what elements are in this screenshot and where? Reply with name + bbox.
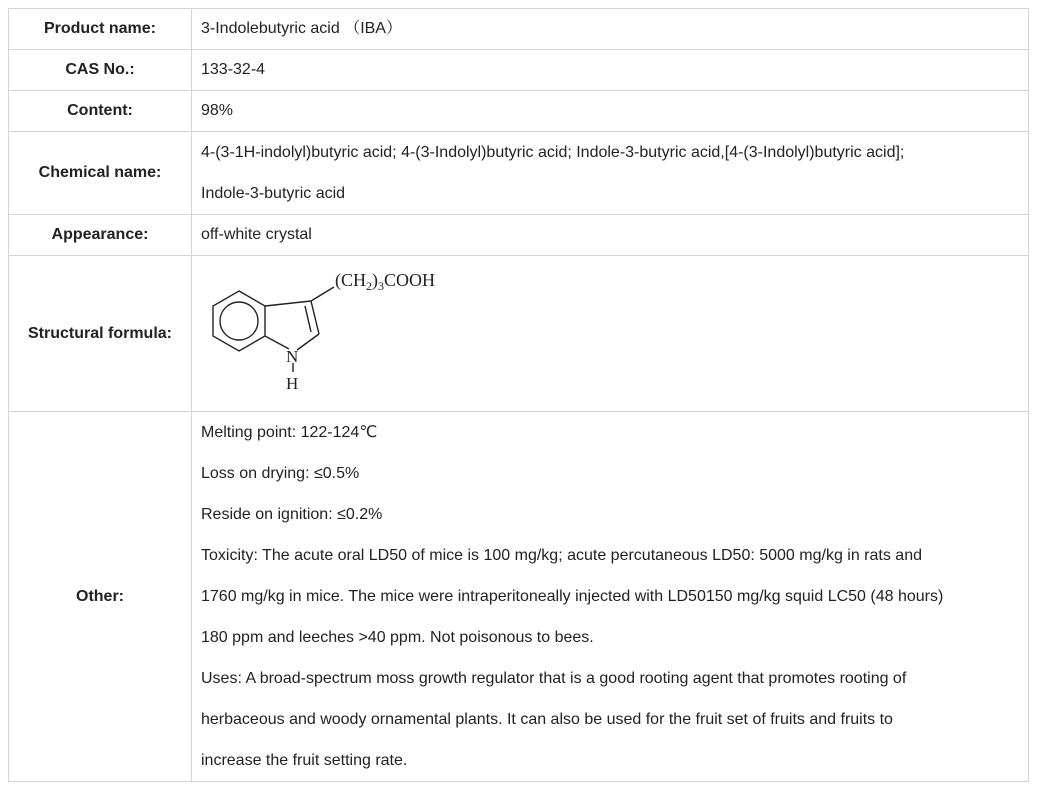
other-line: increase the fruit setting rate. <box>201 752 408 769</box>
chemical-name-label: Chemical name: <box>9 132 192 215</box>
other-line: 180 ppm and leeches >40 ppm. Not poisonous to bees. <box>201 629 594 646</box>
row-structural-formula <box>9 256 1029 412</box>
other-label: Other: <box>9 412 192 782</box>
row-appearance <box>9 215 1029 256</box>
row-content <box>9 91 1029 132</box>
substituent-tail: COOH <box>384 269 436 290</box>
other-value <box>192 412 1029 782</box>
chemical-name-line: 4-(3-1H-indolyl)butyric acid; 4-(3-Indolyl)butyric acid; Indole-3-butyric acid,[4-(3-Indolyl)butyric acid]; <box>201 144 905 161</box>
other-line: 1760 mg/kg in mice. The mice were intraperitoneally injected with LD50150 mg/kg squid LC50 (48 hours) <box>201 588 944 605</box>
content-value: 98% <box>192 91 1029 132</box>
chemical-name-value <box>192 132 1029 215</box>
appearance-value: off-white crystal <box>192 215 1029 256</box>
content-label: Content: <box>9 91 192 132</box>
structural-formula-label: Structural formula: <box>9 256 192 412</box>
product-name-label: Product name: <box>9 9 192 50</box>
row-cas <box>9 50 1029 91</box>
cas-label: CAS No.: <box>9 50 192 91</box>
product-name-value: 3-Indolebutyric acid （IBA） <box>192 9 1029 50</box>
appearance-label: Appearance: <box>9 215 192 256</box>
substituent-open: (CH <box>335 269 366 290</box>
substituent-close: ) <box>372 269 378 290</box>
other-line: herbaceous and woody ornamental plants. It can also be used for the fruit set of fruits and fruits to <box>201 711 893 728</box>
substituent-subscript: 2 <box>366 278 372 293</box>
other-line: Loss on drying: ≤0.5% <box>201 465 360 482</box>
row-other <box>9 412 1029 782</box>
substituent-subscript: 3 <box>378 278 384 293</box>
other-line: Melting point: 122-124℃ <box>201 424 378 441</box>
ring-hydrogen-atom: H <box>286 373 299 393</box>
substituent-formula <box>335 270 435 293</box>
cas-value: 133-32-4 <box>192 50 1029 91</box>
other-line: Uses: A broad-spectrum moss growth regulator that is a good rooting agent that promotes rooting of <box>201 670 907 687</box>
other-line: Reside on ignition: ≤0.2% <box>201 506 383 523</box>
row-chemical-name <box>9 132 1029 215</box>
product-spec-table <box>8 8 1029 782</box>
row-product-name <box>9 9 1029 50</box>
indole-structure-diagram <box>201 264 471 404</box>
structural-formula-cell <box>192 256 1029 412</box>
ring-nitrogen-atom: N <box>286 346 299 366</box>
chemical-name-line: Indole-3-butyric acid <box>201 185 346 202</box>
other-line: Toxicity: The acute oral LD50 of mice is 100 mg/kg; acute percutaneous LD50: 5000 mg/kg in rats and <box>201 547 922 564</box>
